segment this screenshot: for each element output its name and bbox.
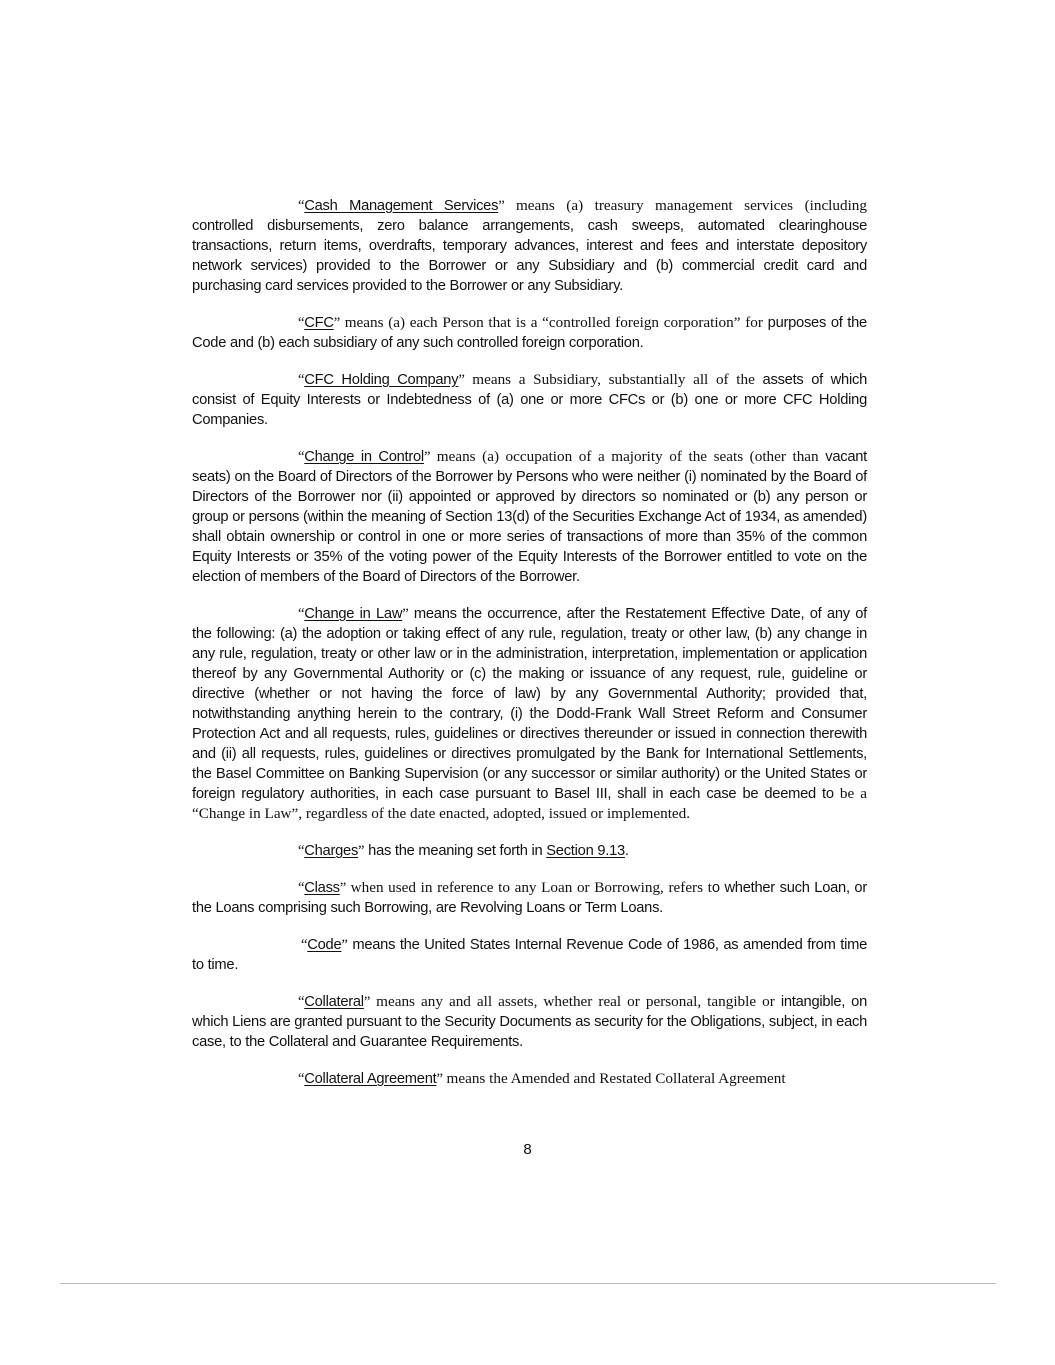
definition-lead-text: means a Subsidiary, substantially all of the — [464, 371, 755, 388]
definition-body-text: has the meaning set forth in — [364, 843, 547, 859]
open-quote: “ — [298, 372, 305, 388]
close-quote: ” — [358, 843, 365, 859]
definition-body-text: o whether such Loan, or the Loans comprising such Borrowing, are Revolving Loans or Term Loans. — [192, 880, 867, 916]
definition-body-text: vacant seats) on the Board of Directors of the Borrower by Persons who were neither (i) nominated by the Board of Directors of the Borrower nor (ii) appointed or approved by directors so nominated or (b) any person or group or persons (within the meaning of Section 13(d) of the Securities Exchange Act of 1934, as amended) shall obtain ownership or control in one or more series of transactions of more than 35% of the common Equity Interests or 35% of the voting power of the Equity Interests of the Borrower entitled to vote on the election of members of the Board of Directors of the Borrower. — [192, 449, 868, 585]
defined-term: Collateral — [304, 994, 364, 1010]
defined-term: Code — [307, 937, 342, 953]
open-quote: “ — [298, 994, 305, 1010]
definition-class — [192, 878, 867, 918]
definition-body-text: intangible, on which Liens are granted pursuant to the Security Documents as security for the Obligations, subject, in each case, to the Collateral and Guarantee Requirements. — [192, 994, 867, 1050]
close-quote: ” — [333, 315, 340, 331]
definition-cfc — [192, 313, 867, 353]
definition-tail-text: be a “Change in Law”, regardless of the date enacted, adopted, issued or implemented. — [192, 785, 867, 822]
definition-lead-text: means (a) treasury management services (including — [504, 197, 867, 214]
definition-collateral — [192, 992, 867, 1052]
footer-divider — [60, 1283, 996, 1284]
defined-term: CFC Holding Company — [304, 372, 459, 388]
section-reference-link: Section 9.13 — [546, 843, 625, 859]
definition-collateral-agreement — [192, 1069, 867, 1089]
close-quote: ” — [363, 994, 371, 1010]
definition-body-text: assets of which consist of Equity Interests or Indebtedness of (a) one or more CFCs or (b) one or more CFC Holding Companies. — [192, 372, 867, 428]
close-quote: ” — [458, 372, 465, 388]
open-quote: “ — [298, 315, 305, 331]
page-number: 8 — [523, 1141, 532, 1158]
definition-code — [192, 935, 867, 975]
close-quote: ” — [341, 937, 348, 953]
close-quote: ” — [498, 198, 505, 214]
definition-body-text: means the occurrence, after the Restatement Effective Date, of any of the following: (a) the adoption or taking effect of any rule, regulation, treaty or other law, (b) any change in any rule, regulation, treaty or other law or in the administration, interpretation, implementation or application thereof by any Governmental Authority or (c) the making or issuance of any request, rule, guideline or directive (whether or not having the force of law) by any Governmental Authority; provided that, notwithstanding anything herein to the contrary, (i) the Dodd-Frank Wall Street Reform and Consumer Protection Act and all requests, rules, guidelines or directives thereunder or issued in connection therewith and (ii) all requests, rules, guidelines or directives promulgated by the Bank for International Settlements, the Basel Committee on Banking Supervision (or any successor or similar authority) or the United States or foreign regulatory authorities, in each case pursuant to Basel III, shall in each case be deemed to — [192, 606, 867, 802]
definition-lead-text: means the Amended and Restated Collateral Agreement — [442, 1070, 786, 1087]
open-quote: “ — [298, 198, 305, 214]
definition-body-text: controlled disbursements, zero balance arrangements, cash sweeps, automated clearinghouse transactions, return items, overdrafts, temporary advances, interest and fees and interstate depository network services) provided to the Borrower or any Subsidiary and (b) commercial credit card and purchasing card services provided to the Borrower or any Subsidiary. — [192, 218, 867, 294]
defined-term: Change in Control — [304, 449, 424, 465]
definition-change-in-control — [192, 447, 867, 587]
open-quote: “ — [301, 937, 308, 953]
open-quote: “ — [298, 880, 305, 896]
definition-body-text: purposes of the Code and (b) each subsidiary of any such controlled foreign corporation. — [192, 315, 867, 351]
defined-term: CFC — [304, 315, 334, 331]
defined-term: Charges — [304, 843, 359, 859]
definition-charges — [192, 841, 867, 861]
close-quote: ” — [423, 449, 431, 465]
definition-lead-text: means any and all assets, whether real or personal, tangible or — [370, 993, 775, 1010]
definition-lead-text: means (a) each Person that is a “controlled foreign corporation” for — [340, 314, 763, 331]
defined-term: Change in Law — [304, 606, 403, 622]
close-quote: ” — [436, 1071, 443, 1087]
definition-lead-text: when used in reference to any Loan or Borrowing, refers t — [346, 879, 712, 896]
document-body — [192, 196, 867, 1106]
defined-term: Collateral Agreement — [304, 1071, 437, 1087]
defined-term: Class — [304, 880, 340, 896]
defined-term: Cash Management Services — [304, 198, 499, 214]
definition-cfc-holding-company — [192, 370, 867, 430]
definition-cash-management-services — [192, 196, 867, 296]
open-quote: “ — [298, 843, 305, 859]
definition-change-in-law — [192, 604, 867, 824]
open-quote: “ — [298, 606, 305, 622]
close-quote: ” — [402, 606, 409, 622]
definition-body-text: means the United States Internal Revenue Code of 1986, as amended from time to time. — [192, 937, 867, 973]
open-quote: “ — [298, 1071, 305, 1087]
close-quote: ” — [339, 880, 347, 896]
open-quote: “ — [298, 449, 305, 465]
definition-after-text: . — [624, 843, 629, 859]
definition-lead-text: means (a) occupation of a majority of the seats (other than — [430, 448, 819, 465]
